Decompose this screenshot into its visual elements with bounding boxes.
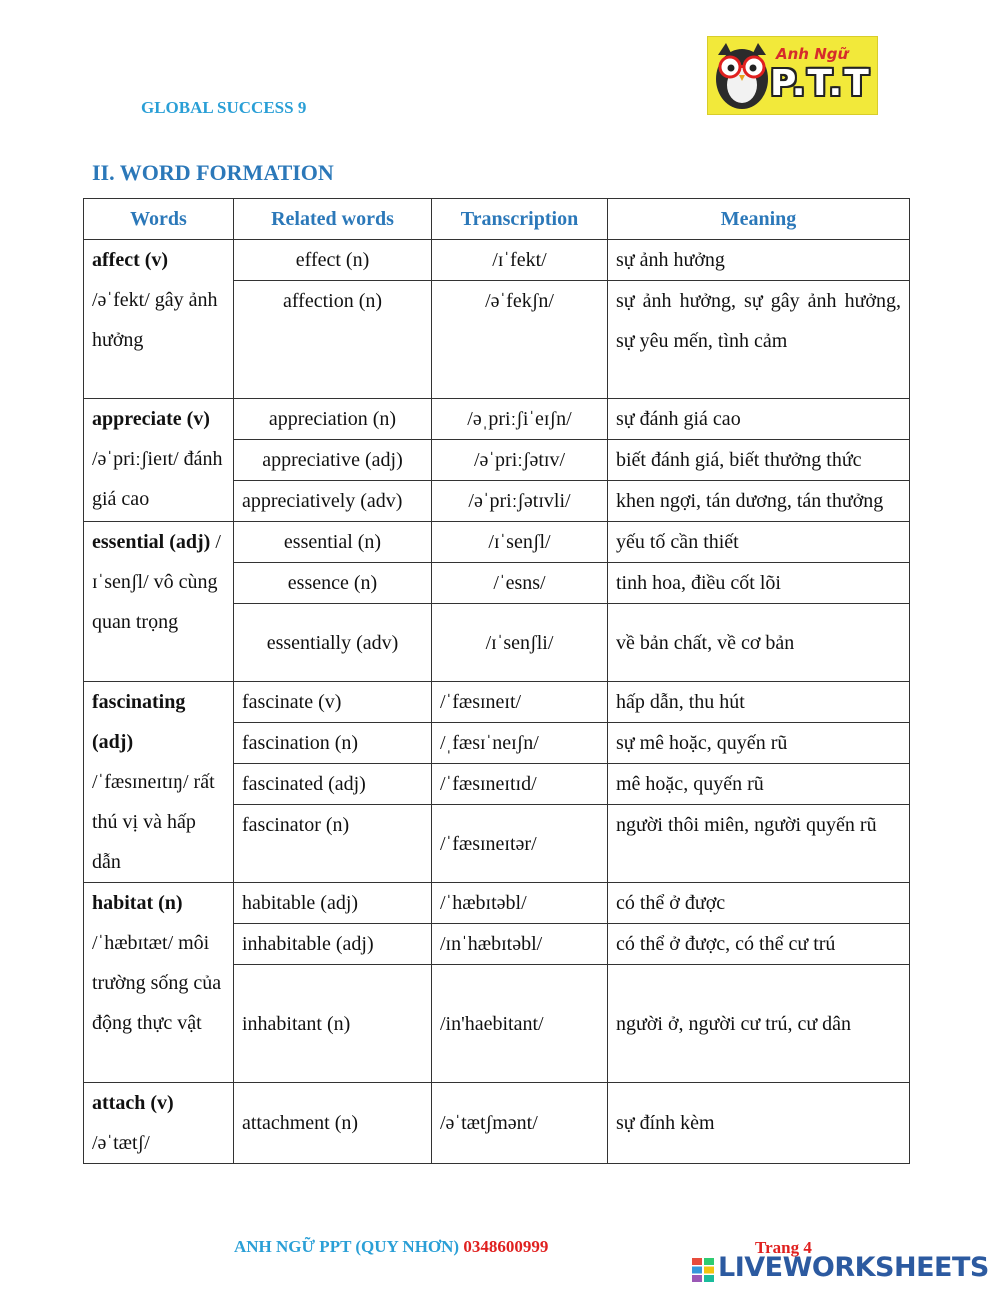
table-row <box>84 522 910 563</box>
related-word: habitable (adj) <box>234 883 432 924</box>
related-word: appreciation (n) <box>234 399 432 440</box>
col-header-transcription: Transcription <box>432 199 608 240</box>
word-cell <box>84 240 234 399</box>
related-word: effect (n) <box>234 240 432 281</box>
headword: essential (adj) <box>92 531 211 553</box>
related-word: fascinate (v) <box>234 682 432 723</box>
transcription: /ˈhæbɪtəbl/ <box>432 883 608 924</box>
table-row <box>84 883 910 924</box>
col-header-meaning: Meaning <box>608 199 910 240</box>
word-formation-table <box>83 198 910 1164</box>
headword-info: /ˈhæbɪtæt/ môi trường sống của động thực vật <box>92 932 222 1034</box>
related-word: attachment (n) <box>234 1083 432 1164</box>
headword: habitat (n) <box>92 892 183 914</box>
transcription: /əˌpriːʃiˈeɪʃn/ <box>432 399 608 440</box>
word-cell <box>84 399 234 522</box>
related-word: inhabitable (adj) <box>234 924 432 965</box>
meaning: sự đính kèm <box>608 1083 910 1164</box>
headword: attach (v) <box>92 1092 174 1114</box>
meaning: người thôi miên, người quyến rũ <box>608 805 910 883</box>
transcription: /ɪnˈhæbɪtəbl/ <box>432 924 608 965</box>
col-header-related: Related words <box>234 199 432 240</box>
meaning: về bản chất, về cơ bản <box>608 604 910 682</box>
table-row <box>84 240 910 281</box>
headword: affect (v) <box>92 249 169 271</box>
related-word: appreciative (adj) <box>234 440 432 481</box>
related-word: affection (n) <box>234 281 432 399</box>
transcription: /əˈfekʃn/ <box>432 281 608 399</box>
related-word: essentially (adv) <box>234 604 432 682</box>
liveworksheets-text: LIVEWORKSHEETS <box>718 1252 989 1283</box>
meaning: sự đánh giá cao <box>608 399 910 440</box>
liveworksheets-logo-icon <box>692 1258 714 1282</box>
transcription: /ɪˈsenʃli/ <box>432 604 608 682</box>
col-header-words: Words <box>84 199 234 240</box>
meaning: tinh hoa, điều cốt lõi <box>608 563 910 604</box>
headword-info: /ˈfæsɪneɪtɪŋ/ rất thú vị và hấp dẫn <box>92 771 215 873</box>
related-word: fascinator (n) <box>234 805 432 883</box>
meaning: hấp dẫn, thu hút <box>608 682 910 723</box>
meaning: khen ngợi, tán dương, tán thưởng <box>608 481 910 522</box>
transcription: /in'haebitant/ <box>432 965 608 1083</box>
transcription: /əˈtætʃmənt/ <box>432 1083 608 1164</box>
meaning: có thể ở được, có thể cư trú <box>608 924 910 965</box>
related-word: essential (n) <box>234 522 432 563</box>
transcription: /ˈfæsɪneɪt/ <box>432 682 608 723</box>
meaning: yếu tố cần thiết <box>608 522 910 563</box>
footer-school: ANH NGỮ PPT (QUY NHƠN) <box>234 1237 460 1256</box>
brand-logo <box>707 36 878 115</box>
headword-info: /əˈtætʃ/ <box>92 1132 150 1154</box>
transcription: /ˈfæsɪneɪtər/ <box>432 805 608 883</box>
logo-caption: Anh Ngữ <box>776 45 849 63</box>
transcription: /əˈpriːʃətɪvli/ <box>432 481 608 522</box>
logo-wordmark: P.T.T <box>770 63 871 104</box>
meaning: có thể ở được <box>608 883 910 924</box>
transcription: /ˈfæsɪneɪtɪd/ <box>432 764 608 805</box>
related-word: fascination (n) <box>234 723 432 764</box>
headword-info: /əˈpriːʃieɪt/ đánh giá cao <box>92 448 223 510</box>
course-title: GLOBAL SUCCESS 9 <box>141 98 307 117</box>
meaning: biết đánh giá, biết thưởng thức <box>608 440 910 481</box>
meaning: sự ảnh hưởng, sự gây ảnh hưởng, sự yêu mến, tình cảm <box>608 281 910 399</box>
table-row <box>84 682 910 723</box>
table-header-row <box>84 199 910 240</box>
transcription: /ˌfæsɪˈneɪʃn/ <box>432 723 608 764</box>
page-number: Trang 4 <box>755 1238 812 1257</box>
table-row <box>84 1083 910 1164</box>
transcription: /əˈpriːʃətɪv/ <box>432 440 608 481</box>
transcription: /ɪˈfekt/ <box>432 240 608 281</box>
transcription: /ˈesns/ <box>432 563 608 604</box>
related-word: fascinated (adj) <box>234 764 432 805</box>
meaning: sự mê hoặc, quyến rũ <box>608 723 910 764</box>
section-title: II. WORD FORMATION <box>92 160 334 185</box>
related-word: inhabitant (n) <box>234 965 432 1083</box>
word-cell <box>84 883 234 1083</box>
word-cell <box>84 682 234 883</box>
related-word: appreciatively (adv) <box>234 481 432 522</box>
transcription: /ɪˈsenʃl/ <box>432 522 608 563</box>
table-row <box>84 399 910 440</box>
headword-info: /əˈfekt/ gây ảnh hưởng <box>92 289 218 351</box>
headword: appreciate (v) <box>92 408 210 430</box>
footer-contact <box>234 1237 548 1257</box>
related-word: essence (n) <box>234 563 432 604</box>
headword-info: /ɪˈsenʃl/ vô cùng quan trọng <box>92 531 221 633</box>
meaning: sự ảnh hưởng <box>608 240 910 281</box>
meaning: mê hoặc, quyến rũ <box>608 764 910 805</box>
headword: fascinating (adj) <box>92 691 186 753</box>
word-cell <box>84 522 234 682</box>
footer-phone: 0348600999 <box>463 1237 549 1256</box>
owl-icon <box>712 41 772 111</box>
word-cell <box>84 1083 234 1164</box>
meaning: người ở, người cư trú, cư dân <box>608 965 910 1083</box>
